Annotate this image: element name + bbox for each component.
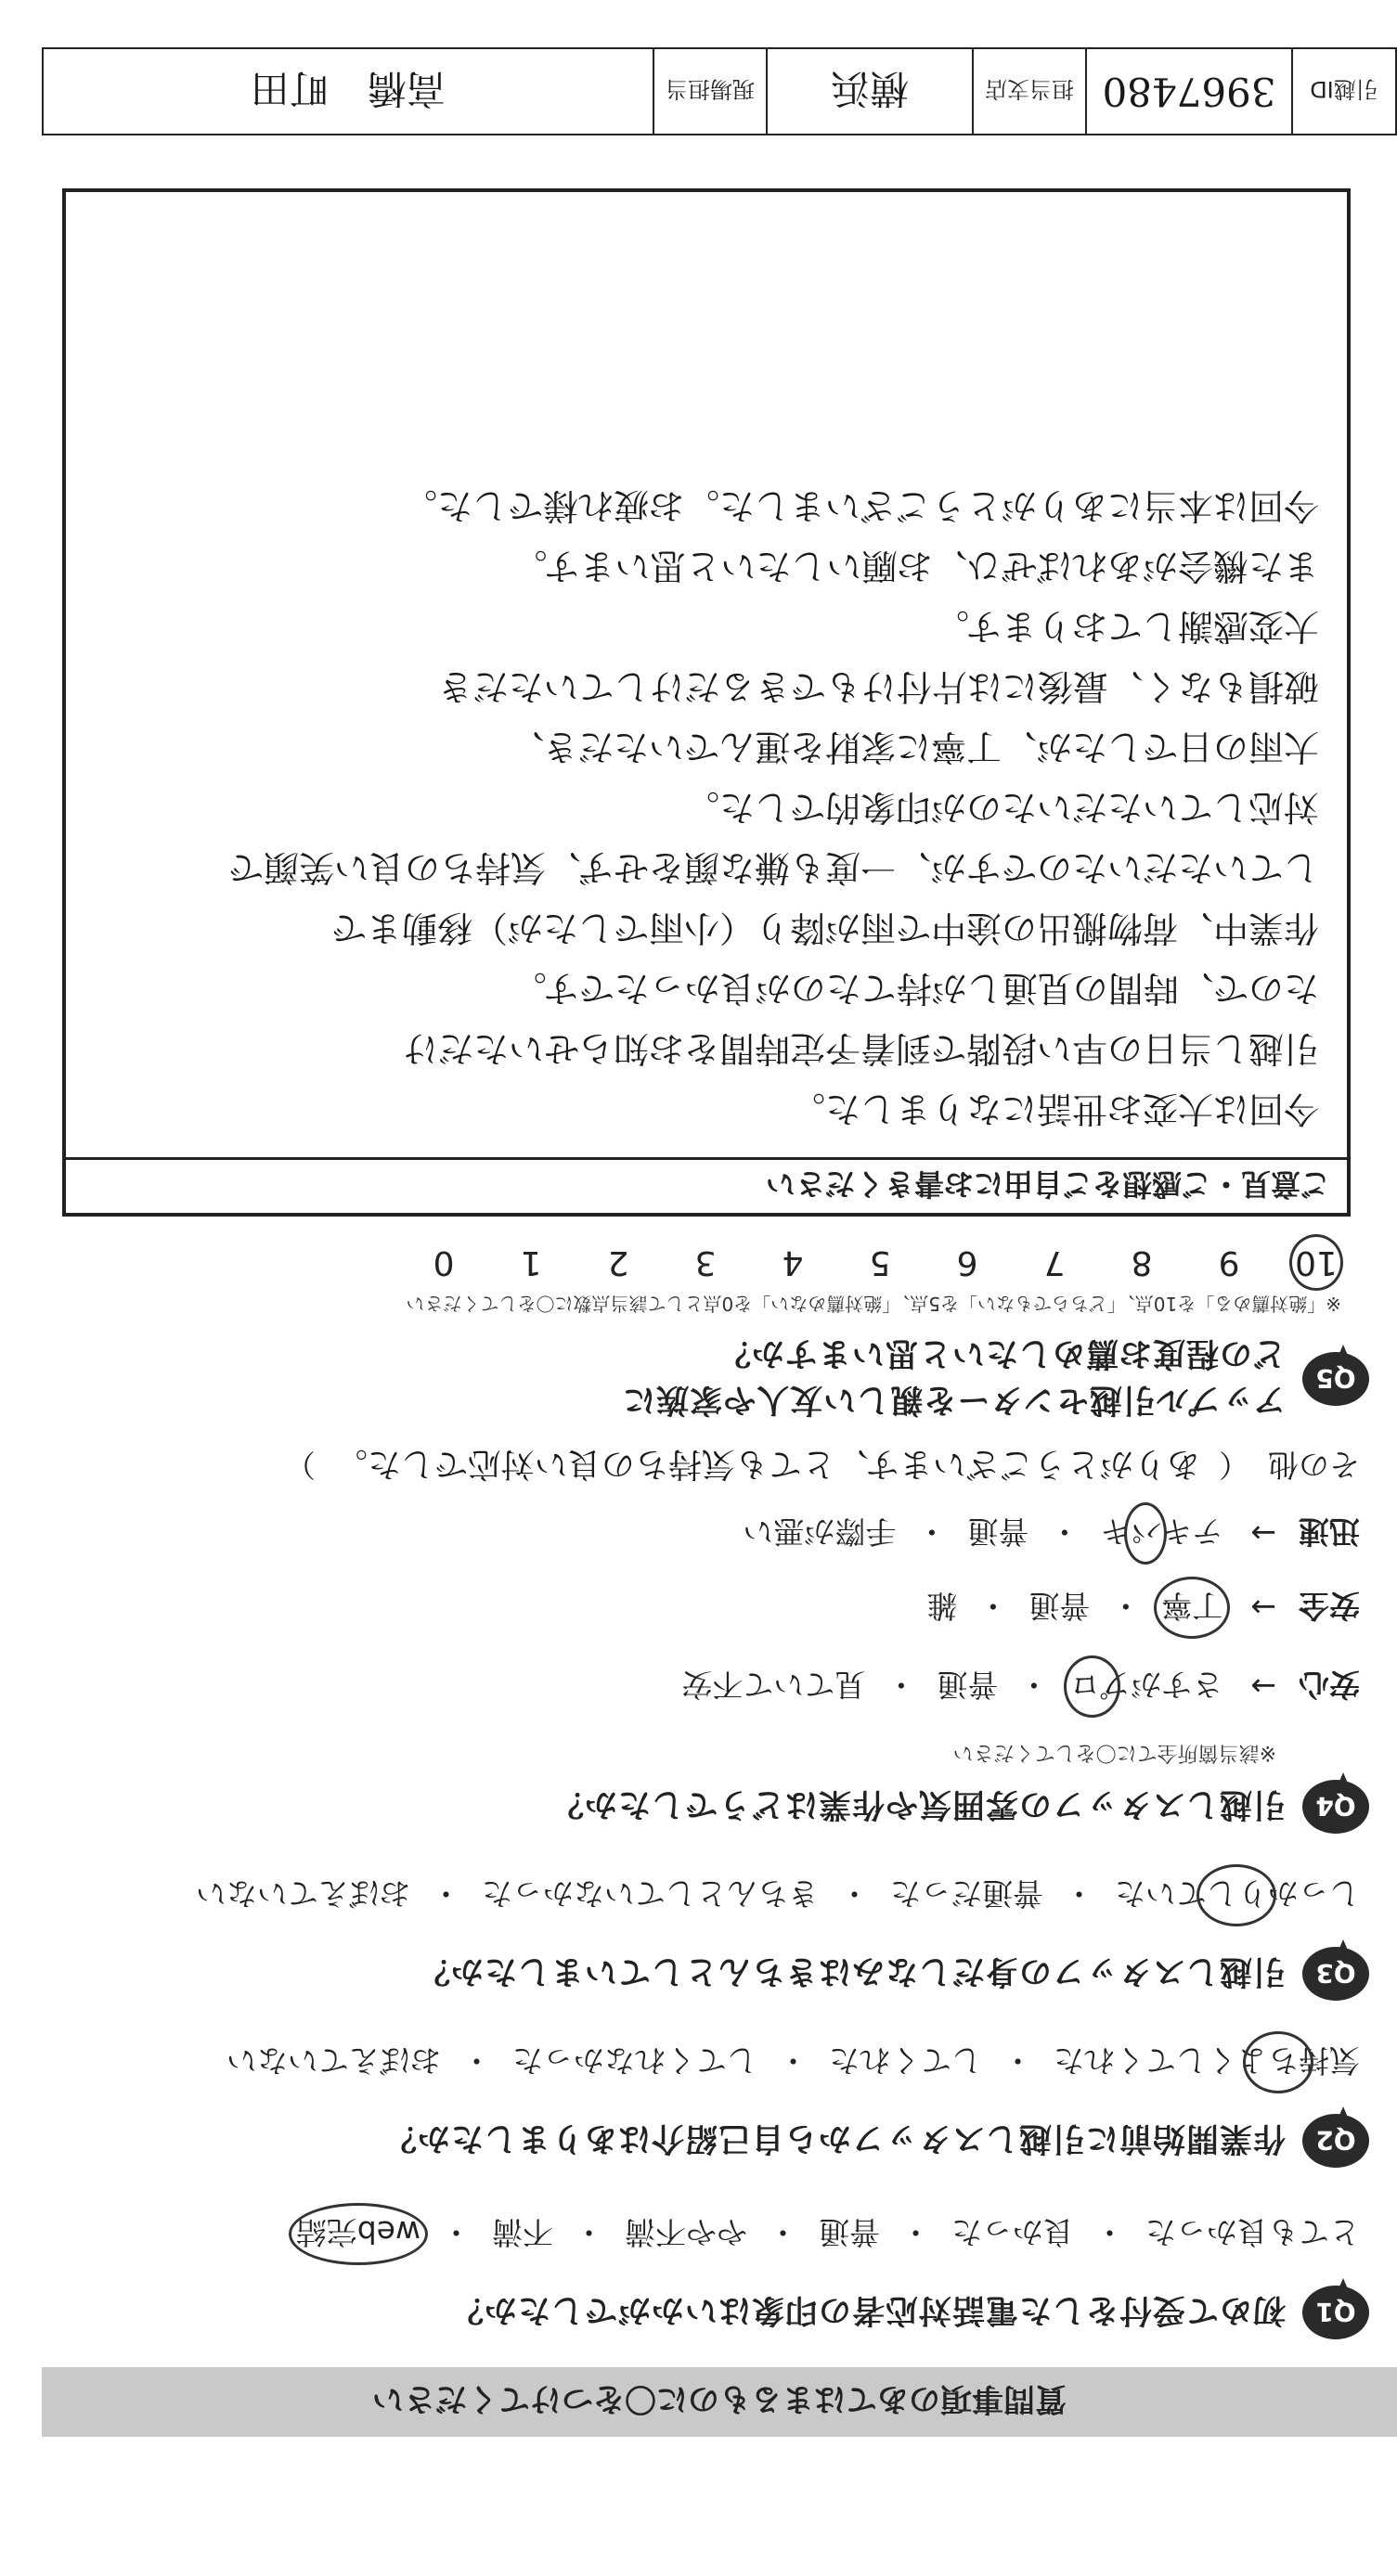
q4-other-row: その他 （ ありがとうございます、とても気持ちの良い対応でした。 ） <box>285 1443 1360 1490</box>
branch-value[interactable]: 横浜 <box>766 49 972 134</box>
scale-value[interactable]: 3 <box>694 1243 717 1282</box>
q4-row-anzen: 安全 → 丁寧 ・ 普通 ・ 雑 <box>926 1586 1360 1629</box>
circle-mark <box>289 2203 428 2265</box>
comments-box <box>62 188 1351 1217</box>
comments-handwriting[interactable] <box>94 475 1319 1139</box>
comment-line: たので、時間の見通しが持てたのが良かったです。 <box>511 968 1319 1009</box>
q4-option-circled[interactable]: 丁寧 <box>1161 1586 1222 1629</box>
circle-mark <box>1124 1502 1167 1565</box>
q2-question: 作業開始前に引越しスタッフから自己紹介はありましたか？ <box>382 2119 1286 2157</box>
comment-line: 大雨の日でしたが、丁寧に家財を運んでいただき、 <box>509 727 1319 767</box>
circle-mark <box>1289 1234 1343 1291</box>
q2-badge: Q2 <box>1302 2114 1369 2168</box>
comment-line: 引越し当日の早い段階で到着予定時間をお知らせいただけ <box>403 1028 1319 1069</box>
arrow-icon: → <box>1250 1668 1276 1705</box>
row-label: 迅速 <box>1299 1513 1360 1550</box>
scale-value[interactable]: 5 <box>869 1243 891 1282</box>
footer-table <box>42 47 1397 135</box>
q1-option-circled[interactable]: web完結 <box>296 2212 420 2256</box>
q1-option[interactable]: とても良かった <box>1145 2214 1360 2250</box>
scale-value[interactable]: 7 <box>1043 1243 1066 1282</box>
q3-option-circled[interactable]: しっかりしていた <box>1115 1874 1360 1917</box>
comments-heading: ご意見・ご感想をご自由にお書きください <box>66 1157 1347 1213</box>
q2-option-circled[interactable]: 気持ちよくしてくれた <box>1054 2041 1360 2084</box>
q4-option-circled[interactable]: テキパキ <box>1100 1512 1222 1555</box>
q5-scale <box>400 1243 1360 1282</box>
branch-label: 担当支店 <box>972 49 1085 134</box>
comment-line: 今回は大変お世話になりました。 <box>789 1088 1319 1129</box>
q3-option[interactable]: きちんとしていなかった <box>482 1875 819 1912</box>
arrow-icon: → <box>1250 1515 1276 1552</box>
q5-badge: Q5 <box>1302 1352 1369 1406</box>
q3-badge: Q3 <box>1302 1947 1369 2001</box>
q3-options: しっかりしていた ・ 普通だった ・ きちんとしていなかった ・ おぼえていない <box>196 1874 1360 1917</box>
arrow-icon: → <box>1250 1590 1276 1626</box>
comment-line: 今回は本当にありがとうございました。お疲れ様でした。 <box>401 485 1319 526</box>
q2-header <box>383 2114 1369 2168</box>
q2-option[interactable]: おぼえていない <box>226 2042 441 2079</box>
q4-option[interactable]: 見ていて不安 <box>681 1667 866 1703</box>
q3-question: 引越しスタッフの身だしなみはきちんとしていましたか？ <box>416 1952 1286 1990</box>
comment-line: していただいたのですが、一度も嫌な顔をせず、気持ちの良い笑顔で <box>228 847 1319 888</box>
q5-question-line1: アップル引越センターを親しい友人や家族に <box>622 1381 1286 1418</box>
other-label: その他 <box>1268 1447 1360 1483</box>
q4-header <box>550 1780 1369 1834</box>
q1-question: 初めて受付をした電話対応者の印象はいかがでしたか？ <box>449 2291 1286 2328</box>
id-label: 引越ID <box>1291 49 1395 134</box>
q4-note: ※該当箇所全てに〇をしてください <box>952 1741 1276 1764</box>
q4-row-jinsoku: 迅速 → テキパキ ・ 普通 ・ 手際が悪い <box>743 1512 1360 1555</box>
row-label: 安全 <box>1299 1588 1360 1624</box>
q3-option[interactable]: 普通だった <box>890 1875 1043 1912</box>
q2-options: 気持ちよくしてくれた ・ してくれた ・ してくれなかった ・ おぼえていない <box>226 2041 1360 2084</box>
circle-mark <box>1154 1577 1230 1639</box>
q1-option[interactable]: 良かった <box>951 2214 1074 2250</box>
scale-value[interactable]: 4 <box>782 1243 804 1282</box>
q1-header <box>450 2286 1369 2339</box>
scale-value-circled[interactable]: 10 <box>1273 1243 1360 1282</box>
q1-option[interactable]: やや不満 <box>625 2214 747 2250</box>
scale-value[interactable]: 1 <box>520 1243 542 1282</box>
q4-question: 引越しスタッフの雰囲気や作業はどうでしたか？ <box>550 1785 1286 1823</box>
q5-note: ※「絶対薦める」を10点、「どちらでもない」を5点、「絶対薦めない」を0点として該当点数に〇をしてください <box>406 1293 1341 1315</box>
q4-option[interactable]: 雑 <box>926 1588 958 1624</box>
id-value[interactable]: 3967480 <box>1085 49 1291 134</box>
scale-value[interactable]: 0 <box>433 1243 455 1282</box>
q4-option[interactable]: 手際が悪い <box>743 1513 897 1550</box>
q2-option[interactable]: してくれた <box>829 2042 982 2079</box>
comment-line: 大変感謝しております。 <box>934 606 1319 647</box>
scale-value[interactable]: 9 <box>1218 1243 1240 1282</box>
scale-value[interactable]: 6 <box>956 1243 978 1282</box>
comment-line: また機会があればぜひ、お願いしたいと思います。 <box>511 546 1319 586</box>
q4-row-anshin: 安心 → さすがプロ ・ 普通 ・ 見ていて不安 <box>681 1665 1360 1708</box>
comment-line: 対応していただいたのが印象的でした。 <box>683 787 1319 828</box>
leader-label: 現場担当 <box>653 49 766 134</box>
q4-option-circled[interactable]: さすがプロ <box>1069 1665 1222 1708</box>
q1-options: とても良かった ・ 良かった ・ 普通 ・ やや不満 ・ 不満 ・ web完結 <box>296 2212 1360 2256</box>
circle-mark <box>1243 2031 1313 2093</box>
instruction-bar: 質問事項のあてはまるものに〇をつけてください <box>42 2367 1397 2437</box>
row-label: 安心 <box>1299 1667 1360 1703</box>
comment-line: 作業中、荷物搬出の途中で雨が降り（小雨でしたが）移動まで <box>330 908 1319 948</box>
q4-option[interactable]: 普通 <box>1028 1588 1091 1624</box>
q5-header <box>622 1333 1369 1425</box>
circle-mark <box>1197 1864 1276 1926</box>
q3-header <box>417 1947 1369 2001</box>
comment-line: 破損もなく、最後には片付けもできるだけしていただき <box>437 666 1319 707</box>
q1-option[interactable]: 不満 <box>492 2214 553 2250</box>
q3-option[interactable]: おぼえていない <box>196 1875 410 1912</box>
q1-badge: Q1 <box>1302 2286 1369 2339</box>
q5-question-line2: どの程度お薦めしたいと思いますか？ <box>717 1334 1286 1372</box>
q4-option[interactable]: 普通 <box>967 1513 1029 1550</box>
q2-option[interactable]: してくれなかった <box>512 2042 757 2079</box>
circle-mark <box>1064 1655 1120 1718</box>
leader-value[interactable]: 高橋 町田 <box>251 66 446 112</box>
other-handwriting[interactable]: ありがとうございます、とても気持ちの良い対応でした。 <box>333 1445 1200 1483</box>
scale-value[interactable]: 8 <box>1131 1243 1153 1282</box>
q4-badge: Q4 <box>1302 1780 1369 1834</box>
q4-option[interactable]: 普通 <box>937 1667 999 1703</box>
scale-value[interactable]: 2 <box>607 1243 629 1282</box>
q1-option[interactable]: 普通 <box>819 2214 880 2250</box>
